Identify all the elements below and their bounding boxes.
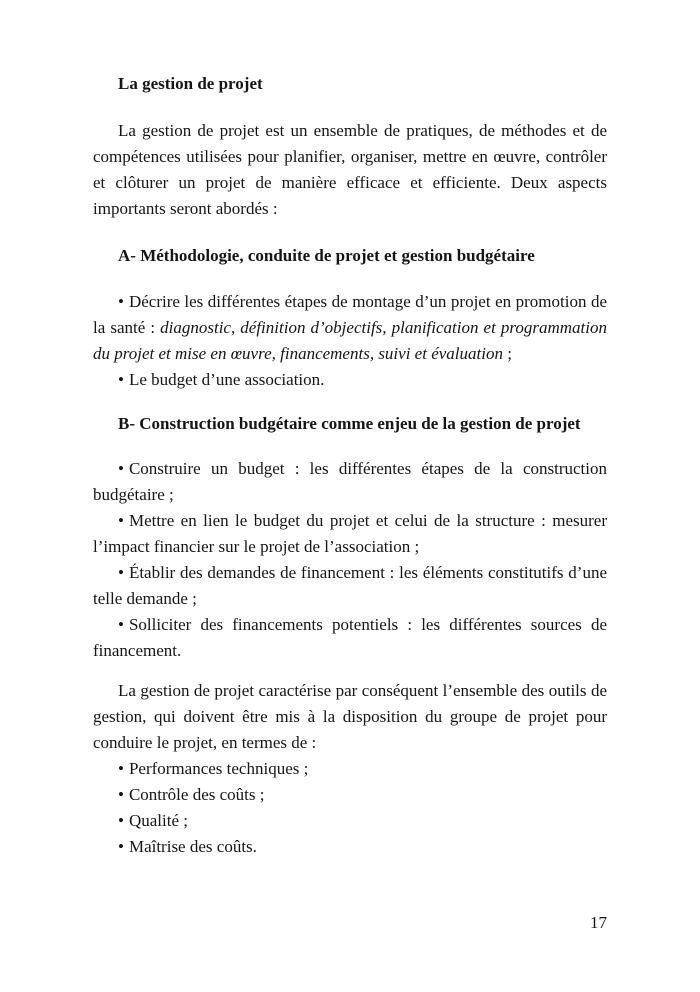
bullet-item <box>93 508 607 560</box>
closing-paragraph: La gestion de projet caractérise par conséquent l’ensemble des outils de gestion, qui doivent être mis à la disposition du groupe de projet pour conduire le projet, en termes de : <box>93 681 607 752</box>
bullet-text: Performances techniques ; <box>128 759 309 778</box>
bullet-text: Qualité ; <box>128 811 188 830</box>
bullet-text: Mettre en lien le budget du projet et celui de la structure : mesurer l’impact financier sur le projet de l’association ; <box>93 511 607 556</box>
bullet-marker: • <box>118 292 124 311</box>
bullet-marker: • <box>118 759 124 778</box>
bullet-text: Construire un budget : les différentes étapes de la construction budgétaire ; <box>93 459 607 504</box>
intro-paragraph: La gestion de projet est un ensemble de pratiques, de méthodes et de compétences utilisées pour planifier, organiser, mettre en œuvre, contrôler et clôturer un projet de manière efficace et efficiente. Deux aspects importants seront abordés : <box>93 121 607 218</box>
bullet-item <box>93 834 607 860</box>
bullet-item <box>93 782 607 808</box>
section-b-heading: B- Construction budgétaire comme enjeu de la gestion de projet <box>118 414 581 433</box>
bullet-item <box>93 456 607 508</box>
bullet-marker: • <box>118 811 124 830</box>
bullet-marker: • <box>118 459 124 478</box>
bullet-text: Décrire les différentes étapes de montage d’un projet en promotion de la santé : <box>93 292 607 337</box>
bullet-text: ; <box>502 344 512 363</box>
page-number: 17 <box>590 913 607 932</box>
bullet-marker: • <box>118 511 124 530</box>
section-a-heading: A- Méthodologie, conduite de projet et gestion budgétaire <box>118 246 535 265</box>
bullet-marker: • <box>118 370 124 389</box>
bullet-item <box>93 808 607 834</box>
bullet-item <box>93 289 607 367</box>
bullet-marker: • <box>118 785 124 804</box>
bullet-item <box>93 612 607 664</box>
bullet-marker: • <box>118 615 124 634</box>
bullet-marker: • <box>118 563 124 582</box>
page-title: La gestion de projet <box>118 74 263 93</box>
bullet-item <box>93 560 607 612</box>
bullet-text: Le budget d’une association. <box>128 370 325 389</box>
bullet-item <box>93 367 607 393</box>
bullet-text: Solliciter des financements potentiels : les différentes sources de financement. <box>93 615 607 660</box>
bullet-text: Contrôle des coûts ; <box>128 785 265 804</box>
bullet-text: Maîtrise des coûts. <box>128 837 257 856</box>
bullet-item <box>93 756 607 782</box>
bullet-text: Établir des demandes de financement : les éléments constitutifs d’une telle demande ; <box>93 563 607 608</box>
bullet-text-italic: diagnostic, définition d’objectifs, planification et programmation du projet et mise en œuvre, financements, suivi et évaluation <box>93 318 607 363</box>
bullet-marker: • <box>118 837 124 856</box>
